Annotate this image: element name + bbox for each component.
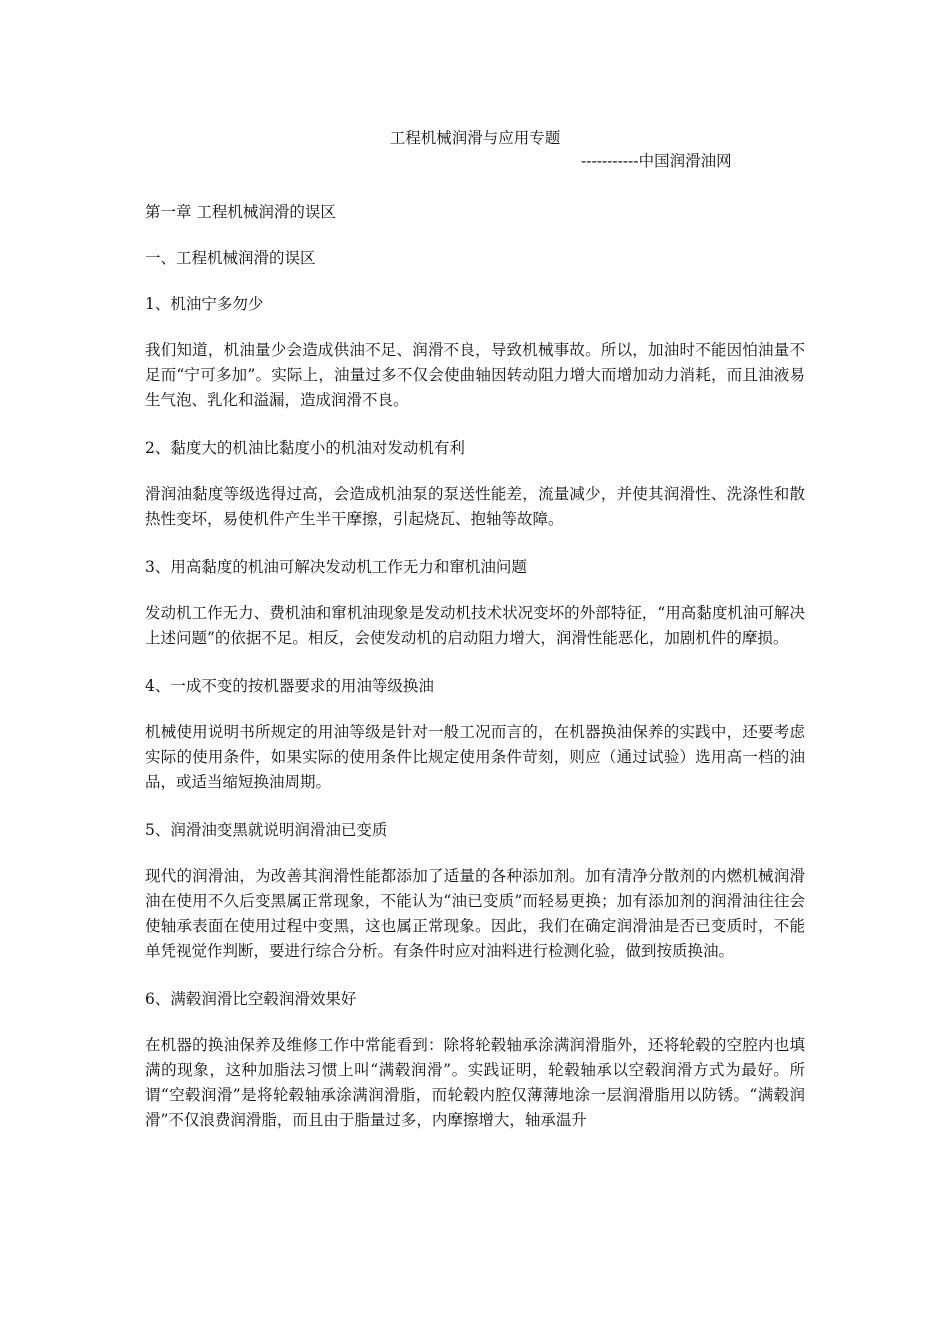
- item-paragraph-2: 滑润油黏度等级选得过高，会造成机油泵的泵送性能差，流量减少，并使其润滑性、洗涤性和散热性变坏，易使机件产生半干摩擦，引起烧瓦、抱轴等故障。: [145, 485, 805, 528]
- item-paragraph-3: 发动机工作无力、费机油和窜机油现象是发动机技术状况变坏的外部特征，“用高黏度机油可解决上述问题”的依据不足。相反，会使发动机的启动阻力增大，润滑性能恶化，加剧机件的摩损。: [145, 604, 805, 647]
- document-body: [145, 200, 805, 1156]
- item-heading-5: 5、润滑油变黑就说明润滑油已变质: [145, 821, 388, 839]
- item-paragraph-5: 现代的润滑油，为改善其润滑性能都添加了适量的各种添加剂。加有清净分散剂的内燃机械润滑油在使用不久后变黑属正常现象，不能认为“油已变质”而轻易更换；加有添加剂的润滑油往往会使轴承表面在使用过程中变黑，这也属正常现象。因此，我们在确定润滑油是否已变质时，不能单凭视觉作判断，要进行综合分析。有条件时应对油料进行检测化验，做到按质换油。: [145, 867, 805, 960]
- item-paragraph-1: 我们知道，机油量少会造成供油不足、润滑不良，导致机械事故。所以，加油时不能因怕油量不足而“宁可多加”。实际上，油量过多不仅会使曲轴因转动阻力增大而增加动力消耗，而且油液易生气泡、乳化和溢漏，造成润滑不良。: [145, 341, 805, 409]
- item-paragraph-4: 机械使用说明书所规定的用油等级是针对一般工况而言的，在机器换油保养的实践中，还要考虑实际的使用条件，如果实际的使用条件比规定使用条件苛刻，则应（通过试验）选用高一档的油品，或适当缩短换油周期。: [145, 723, 805, 791]
- item-heading-6: 6、满毂润滑比空毂润滑效果好: [145, 990, 357, 1008]
- item-heading-2: 2、黏度大的机油比黏度小的机油对发动机有利: [145, 439, 465, 457]
- item-paragraph-6: 在机器的换油保养及维修工作中常能看到：除将轮毂轴承涂满润滑脂外，还将轮毂的空腔内也填满的现象，这种加脂法习惯上叫“满毂润滑”。实践证明，轮毂轴承以空毂润滑方式为最好。所谓“空毂润滑”是将轮毂轴承涂满润滑脂，而轮毂内腔仅薄薄地涂一层润滑脂用以防锈。“满毂润滑”不仅浪费润滑脂，而且由于脂量过多，内摩擦增大，轴承温升: [145, 1036, 805, 1129]
- document-title: 工程机械润滑与应用专题: [389, 129, 561, 147]
- chapter-heading: 第一章 工程机械润滑的误区: [145, 203, 336, 221]
- item-heading-3: 3、用高黏度的机油可解决发动机工作无力和窜机油问题: [145, 558, 527, 576]
- item-heading-1: 1、机油宁多勿少: [145, 295, 264, 313]
- item-heading-4: 4、一成不变的按机器要求的用油等级换油: [145, 677, 434, 695]
- document-source: -----------中国润滑油网: [581, 152, 732, 170]
- section-heading: 一、工程机械润滑的误区: [145, 249, 316, 267]
